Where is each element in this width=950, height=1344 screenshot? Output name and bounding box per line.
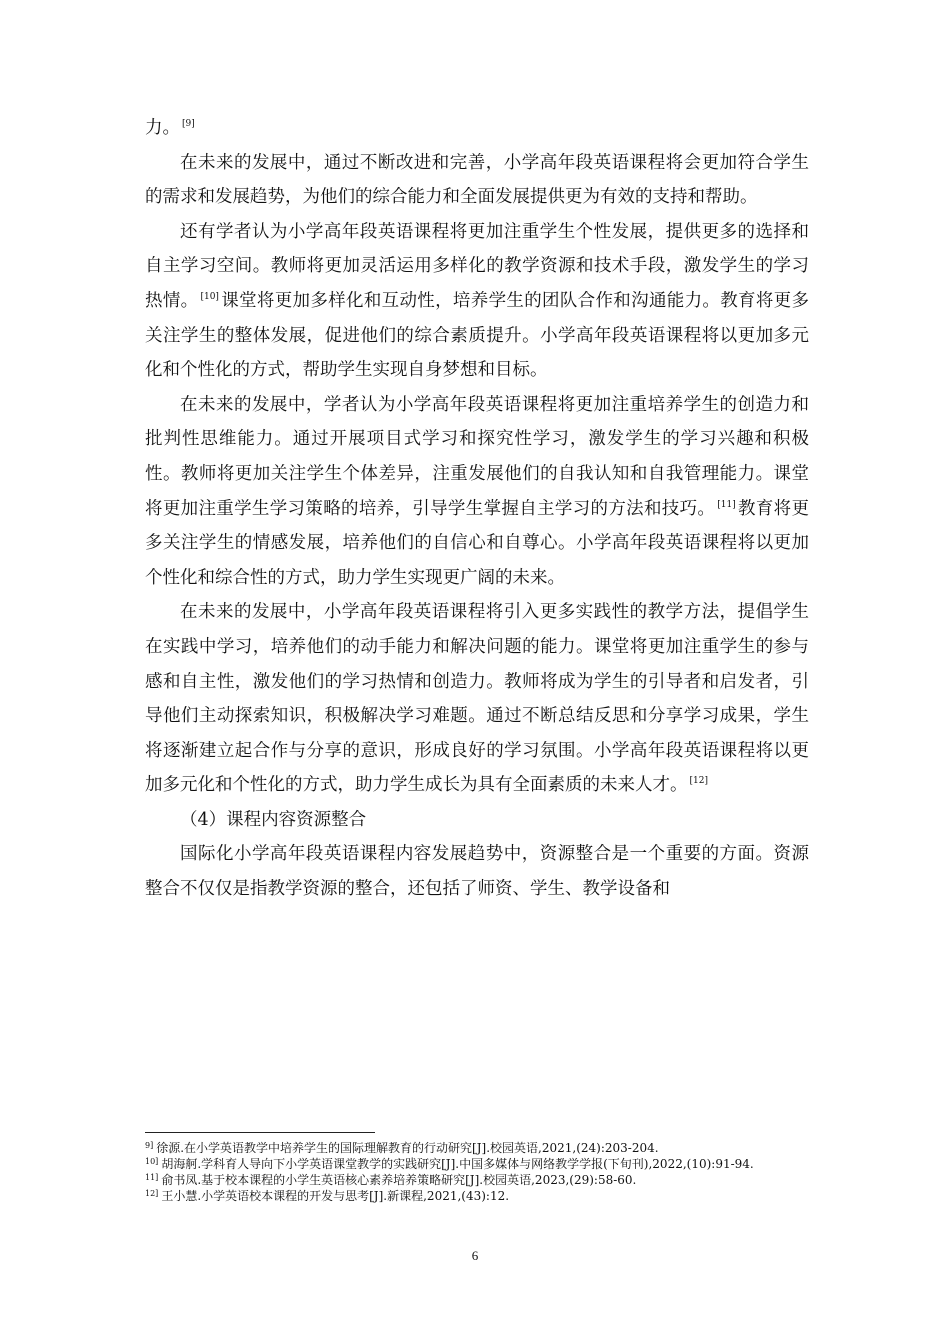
- paragraph-text: 在未来的发展中，小学高年段英语课程将引入更多实践性的教学方法，提倡学生在实践中学习，培养他们的动手能力和解决问题的能力。课堂将更加注重学生的参与感和自主性，激发他们的学习热情和创造力。教师将成为学生的引导者和启发者，引导他们主动探索知识，积极解决学习难题。通过不断总结反思和分享学习成果，学生将逐渐建立起合作与分享的意识，形成良好的学习氛围。小学高年段英语课程将以更加多元化和个性化的方式，助力学生成长为具有全面素质的未来人才。: [145, 602, 809, 796]
- paragraph: [145, 837, 809, 906]
- footnote: [145, 1140, 825, 1156]
- paragraph-text: 国际化小学高年段英语课程内容发展趋势中，资源整合是一个重要的方面。资源整合不仅仅是指教学资源的整合，还包括了师资、学生、教学设备和: [145, 844, 809, 900]
- paragraph: [145, 388, 809, 596]
- footnote-mark: 12]: [145, 1189, 159, 1198]
- footnote-text: 胡海舸.学科育人导向下小学英语课堂教学的实践研究[J].中国多媒体与网络教学学报(下旬刊),2022,(10):91-94.: [161, 1157, 754, 1171]
- paragraph: [145, 111, 809, 146]
- footnote-text: 徐源.在小学英语教学中培养学生的国际理解教育的行动研究[J].校园英语,2021,(24):203-204.: [156, 1141, 659, 1155]
- paragraph-text: 力。: [145, 118, 180, 138]
- citation-superscript: [12]: [689, 776, 708, 787]
- paragraph-text: 在未来的发展中，学者认为小学高年段英语课程将更加注重培养学生的创造力和批判性思维能力。通过开展项目式学习和探究性学习，激发学生的学习兴趣和积极性。教师将更加关注学生个体差异，注重发展他们的自我认知和自我管理能力。课堂将更加注重学生学习策略的培养，引导学生掌握自主学习的方法和技巧。: [145, 394, 809, 519]
- citation-superscript: [10]: [200, 291, 219, 302]
- footnote-mark: 9]: [145, 1141, 154, 1150]
- paragraph-text: 教育将更多关注学生的情感发展，培养他们的自信心和自尊心。小学高年段英语课程将以更加个性化和综合性的方式，助力学生实现更广阔的未来。: [145, 498, 809, 588]
- footnote: [145, 1188, 825, 1204]
- footnote-text: 俞书凤.基于校本课程的小学生英语核心素养培养策略研究[J].校园英语,2023,(29):58-60.: [161, 1173, 637, 1187]
- paragraph: [145, 595, 809, 803]
- paragraph: [145, 215, 809, 388]
- page-number: 6: [471, 1248, 479, 1263]
- footnote-text: 王小慧.小学英语校本课程的开发与思考[J].新课程,2021,(43):12.: [161, 1189, 510, 1203]
- body-text: [145, 111, 809, 907]
- footnote-separator: [145, 1132, 375, 1133]
- footnote-mark: 11]: [145, 1173, 159, 1182]
- section-heading: [145, 803, 809, 838]
- paragraph-text: （4）课程内容资源整合: [180, 809, 367, 830]
- paragraph: [145, 146, 809, 215]
- paragraph-text: 还有学者认为小学高年段英语课程将更加注重学生个性发展，提供更多的选择和自主学习空间。教师将更加灵活运用多样化的教学资源和技术手段，激发学生的学习热情。: [145, 221, 809, 311]
- footnote: [145, 1172, 825, 1188]
- footnote-mark: 10]: [145, 1157, 159, 1166]
- citation-superscript: [9]: [182, 119, 195, 129]
- paragraph-text: 课堂将更加多样化和互动性，培养学生的团队合作和沟通能力。教育将更多关注学生的整体发展，促进他们的综合素质提升。小学高年段英语课程将以更加多元化和个性化的方式，帮助学生实现自身梦想和目标。: [145, 290, 810, 381]
- footnote: [145, 1156, 825, 1172]
- footnotes: [145, 1140, 825, 1204]
- citation-superscript: [11]: [717, 499, 736, 510]
- paragraph-text: 在未来的发展中，通过不断改进和完善，小学高年段英语课程将会更加符合学生的需求和发展趋势，为他们的综合能力和全面发展提供更为有效的支持和帮助。: [145, 152, 809, 208]
